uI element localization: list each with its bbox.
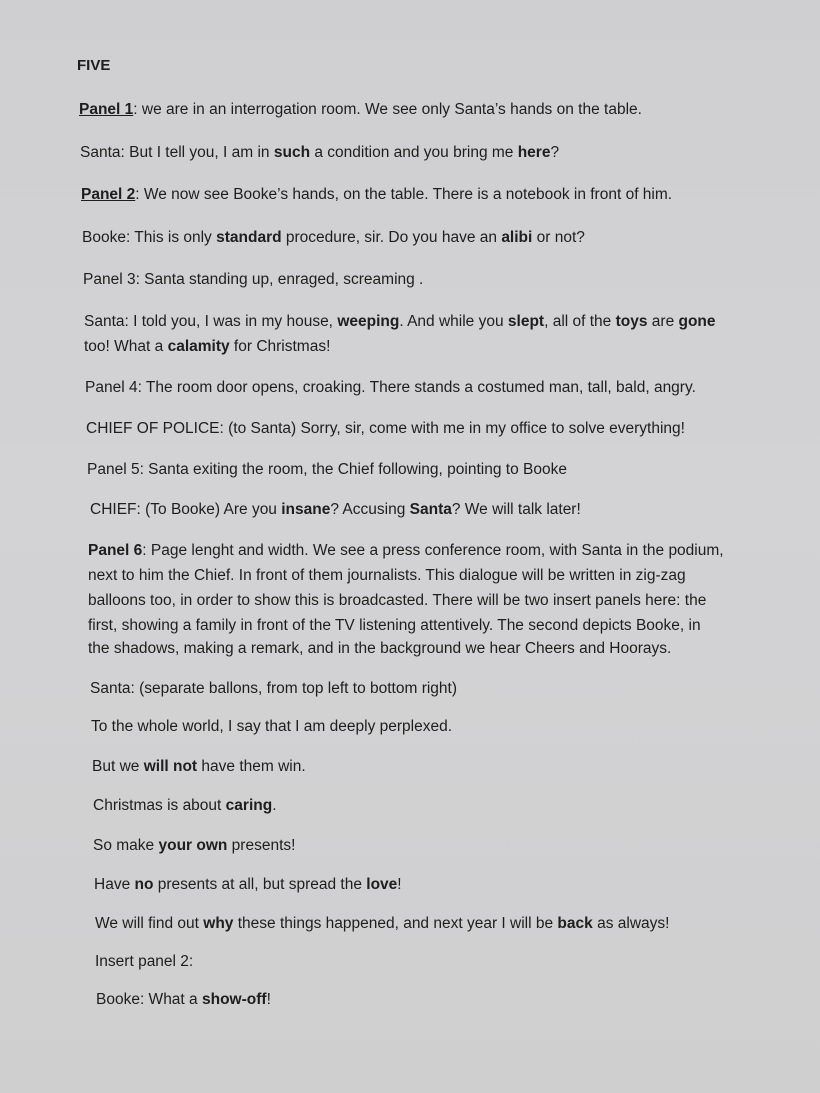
text-run: CHIEF: (To Booke) Are you [90,501,282,518]
script-line [92,757,306,777]
text-run: or not? [532,229,585,246]
bold-text: such [273,144,311,161]
text-run: Booke: What a [96,991,202,1008]
text-run: To the whole world, I say that I am deeply perplexed. [91,718,453,735]
script-line [90,500,581,520]
page-title: FIVE [77,57,111,74]
text-run: a condition and you bring me [310,144,518,161]
text-run: are [647,313,679,330]
script-line [84,312,716,332]
text-run: But we [92,758,144,775]
text-run: Booke: This is only [82,229,217,246]
text-run: : We now see Booke’s hands, on the table. There is a notebook in front of him. [135,186,673,203]
bold-text: why [203,915,234,932]
script-line [81,185,672,205]
text-run: : Page lenght and width. We see a press conference room, with Santa in the podium, [142,542,724,559]
text-run: CHIEF OF POLICE: (to Santa) Sorry, sir, come with me in my office to solve everything! [86,420,685,437]
panel-heading: Panel 1 [79,101,134,118]
text-run: Santa: I told you, I was in my house, [84,313,338,330]
script-line [96,990,271,1010]
text-run: Panel 3: Santa standing up, enraged, screaming . [83,271,424,288]
script-line [95,914,669,934]
text-run: Christmas is about [93,797,226,814]
text-run: have them win. [197,758,306,775]
text-run: ! [266,991,271,1008]
bold-text: weeping [337,313,400,330]
text-run: too! What a [84,338,168,355]
text-run: the shadows, making a remark, and in the background we hear Cheers and Hoorays. [88,640,672,657]
text-run: first, showing a family in front of the TV listening attentively. The second depicts Booke, in [88,617,701,634]
script-line [93,796,277,816]
bold-text: Santa [409,501,452,518]
text-run: Insert panel 2: [95,953,194,970]
text-run: . And while you [399,313,508,330]
script-line [85,378,696,398]
script-line [88,639,671,659]
bold-text: slept [507,313,545,330]
text-run: ! [397,876,402,893]
text-run: . [272,797,277,814]
text-run: Santa: But I tell you, I am in [80,144,274,161]
bold-text: gone [678,313,716,330]
script-line [83,270,423,290]
script-line [88,541,724,561]
text-run: presents! [227,837,296,854]
bold-text: show-off [201,991,267,1008]
script-line [94,875,402,895]
bold-text: no [134,876,154,893]
text-run: ? [550,144,560,161]
bold-text: will not [143,758,198,775]
bold-text: caring [225,797,273,814]
text-run: as always! [592,915,670,932]
script-line [82,228,585,248]
script-line [88,566,686,586]
script-line [80,143,559,163]
bold-text: your own [158,837,228,854]
text-run: ? We will talk later! [451,501,581,518]
text-run: : we are in an interrogation room. We see only Santa’s hands on the table. [133,101,642,118]
bold-text: here [517,144,551,161]
script-line [79,100,642,120]
script-line [86,419,685,439]
bold-text: back [557,915,593,932]
text-run: So make [93,837,159,854]
bold-text: toys [615,313,648,330]
script-line [93,836,295,856]
text-run: Panel 5: Santa exiting the room, the Chief following, pointing to Booke [87,461,567,478]
text-run: for Christmas! [229,338,331,355]
text-run: balloons too, in order to show this is broadcasted. There will be two insert panels here: the [88,592,707,609]
script-line [84,337,330,357]
text-run: Santa: (separate ballons, from top left to bottom right) [90,680,458,697]
bold-text: standard [216,229,282,246]
bold-text: Panel 6 [88,542,143,559]
script-line [88,591,706,611]
script-line [90,679,457,699]
text-run: Have [94,876,135,893]
script-line [87,460,567,480]
script-line [95,952,193,972]
text-run: these things happened, and next year I will be [233,915,558,932]
bold-text: alibi [501,229,533,246]
panel-heading: Panel 2 [81,186,136,203]
text-run: We will find out [95,915,204,932]
script-line [91,717,452,737]
text-run: presents at all, but spread the [153,876,367,893]
text-run: procedure, sir. Do you have an [281,229,502,246]
script-line [88,616,701,636]
text-run: Panel 4: The room door opens, croaking. There stands a costumed man, tall, bald, angry. [85,379,696,396]
bold-text: insane [281,501,331,518]
text-run: next to him the Chief. In front of them journalists. This dialogue will be written in zig-zag [88,567,686,584]
bold-text: love [366,876,398,893]
text-run: , all of the [544,313,616,330]
bold-text: calamity [167,338,230,355]
text-run: ? Accusing [330,501,410,518]
